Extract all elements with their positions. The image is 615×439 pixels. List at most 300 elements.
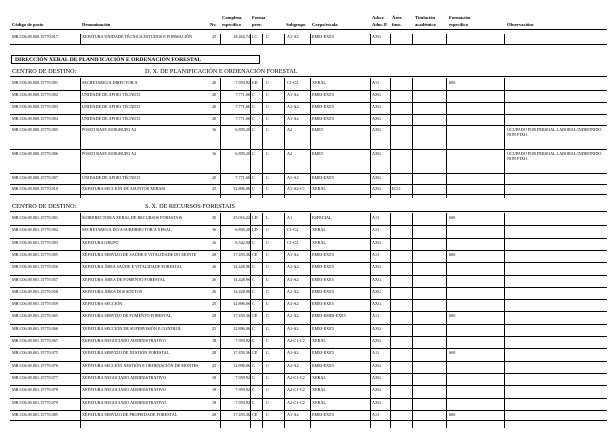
row-rule <box>10 420 607 421</box>
cell-prov: C <box>266 175 269 180</box>
cell-forma: LC <box>252 34 258 39</box>
cell-prov: C <box>266 34 269 39</box>
header-formacion: Formación <box>449 15 471 20</box>
cell-adscr: A11 <box>372 313 380 318</box>
cell-code: MR.C06.00.001.15770.067 <box>12 338 58 343</box>
table-row <box>0 387 615 395</box>
cell-observacions: OCUPADO POR PERSOAL LABORAL INDEFINIDO NON FIXO. <box>507 127 602 137</box>
cell-prov: C <box>266 387 269 392</box>
column-separator <box>390 34 391 44</box>
cell-code: MR.C06.00.001.15770.003 <box>12 240 58 245</box>
cell-adscr: A11 <box>372 227 380 232</box>
cell-nv: 26 <box>212 264 217 269</box>
column-separator <box>504 213 505 428</box>
cell-subgrupo: A1-A2 <box>287 116 299 121</box>
cell-prov: C <box>266 151 269 156</box>
cell-especifico: 17.459,36 <box>233 252 250 257</box>
cell-corpo: XERAL <box>312 227 326 232</box>
cell-nv: 28 <box>212 412 217 417</box>
row-rule <box>10 324 607 325</box>
cell-nv: 16 <box>212 127 217 132</box>
header-codigo: Código de posto <box>12 22 44 27</box>
cell-subgrupo: A2 <box>287 151 293 156</box>
cell-formacion: 600 <box>449 412 456 417</box>
cell-denominacion: XEFATURA NEGOCIADO ADMINISTRATIVO <box>82 338 166 343</box>
cell-corpo: XERAL <box>312 387 326 392</box>
cell-subgrupo: A1-A2 <box>287 350 299 355</box>
cell-subgrupo: A1-A2 <box>287 104 299 109</box>
cell-subgrupo: A1-A2 <box>287 277 299 282</box>
column-separator <box>262 213 263 428</box>
cell-denominacion: SUBDIRECTOR/A XERAL DE RECURSOS FORESTAIS <box>82 215 183 220</box>
cell-especifico: 7.959,92 <box>235 375 250 380</box>
row-rule <box>10 398 607 399</box>
cell-nv: 20 <box>212 80 217 85</box>
cell-forma: C <box>252 289 255 294</box>
cell-subgrupo: A2-C1-C2 <box>287 400 305 405</box>
cell-code: MR.C06.00.001.15770.085 <box>12 412 58 417</box>
cell-nv: 20 <box>212 92 217 97</box>
cell-subgrupo: A1-A2 <box>287 289 299 294</box>
cell-adscr: AXG <box>372 375 382 380</box>
header-corpo: Corpo/escala <box>312 22 338 27</box>
cell-corpo: EMEI-EXE5 <box>312 277 334 282</box>
cell-especifico: 7.771,66 <box>235 175 250 180</box>
cell-denominacion: SECRETARIO/A DO/A SUBDIRECTOR/A XERAL <box>82 227 172 232</box>
cell-nv: 18 <box>212 375 217 380</box>
cell-forma: C <box>252 151 255 156</box>
cell-prov: C <box>266 104 269 109</box>
cell-forma: C <box>252 116 255 121</box>
table-row <box>0 215 615 223</box>
header-denominacion: Denominación <box>82 22 111 27</box>
header-complem: Complem. <box>222 15 243 20</box>
header-rule <box>10 29 607 30</box>
cell-forma: C <box>252 186 255 191</box>
cell-especifico: 12.896,06 <box>233 363 250 368</box>
cell-corpo: EME5 <box>312 151 323 156</box>
cell-prov: C <box>266 400 269 405</box>
cell-adscr: AXG <box>372 326 382 331</box>
cell-denominacion: XEFATURA UNIDADE TÉCNICA ESTUDOS E FORMACIÓN <box>82 34 193 39</box>
column-separator <box>80 34 81 44</box>
cell-forma: C <box>252 387 255 392</box>
cell-code: MR.C06.00.001.15770.001 <box>12 215 58 220</box>
cell-forma: C <box>252 175 255 180</box>
table-row <box>0 338 615 346</box>
cell-nv: 16 <box>212 151 217 156</box>
table-row <box>0 313 615 321</box>
cell-nv: 18 <box>212 338 217 343</box>
cell-especifico: 6.859,20 <box>235 127 250 132</box>
cell-code: MR.C06.00.001.15770.059 <box>12 301 58 306</box>
cell-denominacion: XEFATURA GRUPO <box>82 240 119 245</box>
cell-forma: C <box>252 326 255 331</box>
cell-denominacion: XEFATURA NEGOCIADO ADMINISTRATIVO <box>82 387 166 392</box>
cell-corpo: EMEI-EXE5 <box>312 412 334 417</box>
centro-value: D. X. DE PLANIFICACIÓN E ORDENACIÓN FORESTAL <box>145 68 298 75</box>
table-row <box>0 375 615 383</box>
cell-forma: LD <box>252 80 258 85</box>
cell-adscr: AXG <box>372 116 382 121</box>
cell-denominacion: XEFATURA ÁREA DE FOMENTO FORESTAL <box>82 277 166 282</box>
cell-denominacion: XEFATURA SERVIZO DE XESTIÓN FORESTAL <box>82 350 170 355</box>
cell-adscr: AXG <box>372 151 382 156</box>
cell-adscr: A11 <box>372 252 380 257</box>
cell-prov: C <box>266 127 269 132</box>
row-rule <box>10 184 607 185</box>
column-separator <box>446 213 447 428</box>
cell-prov: C <box>266 326 269 331</box>
column-separator <box>412 78 413 198</box>
table-row <box>0 326 615 334</box>
row-rule <box>10 114 607 115</box>
cell-adscr: AXG <box>372 400 382 405</box>
row-rule <box>10 336 607 337</box>
cell-prov: L <box>266 215 269 220</box>
cell-prov: C <box>266 350 269 355</box>
cell-nv: 26 <box>212 277 217 282</box>
column-separator <box>370 34 371 44</box>
cell-code: MR.C06.00.001.15770.057 <box>12 277 58 282</box>
cell-corpo: EMEI-EMDI-EXE5 <box>312 313 346 318</box>
column-separator <box>250 78 251 198</box>
cell-prov: C <box>266 277 269 282</box>
header-adscr: Adscr. <box>372 15 385 20</box>
cell-code: MR.C06.00.000.15770.002 <box>12 92 58 97</box>
cell-code: MR.C06.00.001.15770.002 <box>12 227 58 232</box>
cell-especifico: 6.859,20 <box>235 151 250 156</box>
cell-corpo: EMEI-EXE5 <box>312 301 334 306</box>
cell-especifico: 17.459,36 <box>233 350 250 355</box>
cell-subgrupo: A1-A2 <box>287 363 299 368</box>
cell-especifico: 6.859,20 <box>235 227 250 232</box>
row-rule <box>10 225 607 226</box>
cell-code: MR.C06.00.000.15770.003 <box>12 104 58 109</box>
column-separator <box>262 34 263 44</box>
cell-especifico: 6.542,90 <box>235 240 250 245</box>
cell-adscr: AXG <box>372 289 382 294</box>
table-row <box>0 127 615 135</box>
cell-especifico: 14.428,96 <box>233 264 250 269</box>
cell-corpo: EMEI-EXE5 <box>312 175 334 180</box>
cell-nv: 20 <box>212 116 217 121</box>
cell-especifico: 7.771,66 <box>235 104 250 109</box>
header-area: Área <box>392 15 402 20</box>
table-row <box>0 277 615 285</box>
column-separator <box>504 34 505 44</box>
cell-subgrupo: A1-A2 <box>287 34 299 39</box>
column-separator <box>284 34 285 44</box>
cell-subgrupo: A1-A2-C1 <box>287 186 305 191</box>
column-separator <box>412 213 413 428</box>
row-rule <box>10 173 607 174</box>
column-separator <box>370 213 371 428</box>
cell-adscr: AXG <box>372 277 382 282</box>
row-rule <box>10 250 607 251</box>
cell-adscr: AXG <box>372 387 382 392</box>
cell-corpo: EMEI-EXE5 <box>312 363 334 368</box>
table-row <box>0 350 615 358</box>
cell-code: MR.C06.00.000.15770.004 <box>12 116 58 121</box>
cell-nv: 28 <box>212 350 217 355</box>
table-row <box>0 412 615 420</box>
cell-nv: 25 <box>212 186 217 191</box>
cell-forma: C <box>252 363 255 368</box>
cell-adscr: A11 <box>372 350 380 355</box>
column-separator <box>220 34 221 44</box>
cell-especifico: 12.896,06 <box>233 326 250 331</box>
table-row <box>0 240 615 248</box>
cell-code: MR.C06.00.000.15770.010 <box>12 186 58 191</box>
header-subgrupo: Subgrupo <box>286 22 306 27</box>
cell-forma: C <box>252 104 255 109</box>
row-rule <box>10 410 607 411</box>
cell-corpo: ESPECIAL <box>312 215 332 220</box>
cell-corpo: XERAL <box>312 375 326 380</box>
cell-code: MR.C06.00.001.15770.078 <box>12 387 58 392</box>
cell-nv: 25 <box>212 326 217 331</box>
column-separator <box>390 213 391 428</box>
cell-subgrupo: A1-A2 <box>287 175 299 180</box>
cell-formacion: 600 <box>449 215 456 220</box>
cell-especifico: 7.959,92 <box>235 338 250 343</box>
cell-code: MR.C06.00.001.15770.075 <box>12 350 58 355</box>
column-separator <box>446 78 447 198</box>
cell-corpo: XERAL <box>312 240 326 245</box>
cell-adscr: AXG <box>372 127 382 132</box>
cell-subgrupo: A1-A2 <box>287 326 299 331</box>
cell-denominacion: XEFATURA NEGOCIADO ADMINISTRATIVO <box>82 400 166 405</box>
header-prov: prov. <box>252 22 262 27</box>
cell-nv: 30 <box>212 215 217 220</box>
cell-nv: 16 <box>212 240 217 245</box>
cell-nv: 28 <box>212 252 217 257</box>
cell-nv: 25 <box>212 363 217 368</box>
cell-nv: 20 <box>212 175 217 180</box>
table-row <box>0 175 615 183</box>
header-nv: Nv. <box>210 22 217 27</box>
cell-forma: C <box>252 127 255 132</box>
table-row <box>0 289 615 297</box>
cell-code: MR.C06.00.000.15770.005 <box>12 127 58 132</box>
cell-adscr: AXG <box>372 338 382 343</box>
cell-subgrupo: A1-A2 <box>287 264 299 269</box>
cell-code: MR.C06.00.001.15770.005 <box>12 252 58 257</box>
row-rule <box>10 311 607 312</box>
column-separator <box>80 213 81 428</box>
cell-denominacion: XEFATURA SECCIÓN <box>82 301 123 306</box>
cell-adscr: A11 <box>372 412 380 417</box>
row-rule <box>10 373 607 374</box>
header-especifica: específica <box>449 22 468 27</box>
cell-subgrupo: C1-C2 <box>287 240 299 245</box>
cell-corpo: XERAL <box>312 186 326 191</box>
cell-code: MR.C06.00.001.15770.056 <box>12 264 58 269</box>
cell-adscr: AXG <box>372 240 382 245</box>
cell-prov: C <box>266 301 269 306</box>
cell-forma: C <box>252 277 255 282</box>
cell-especifico: 17.459,36 <box>233 313 250 318</box>
cell-denominacion: UNIDADE DE APOIO TÉCNICO <box>82 104 141 109</box>
cell-especifico: 18.464,74 <box>233 34 250 39</box>
column-separator <box>412 34 413 44</box>
cell-especifico: 12.896,06 <box>233 301 250 306</box>
cell-prov: C <box>266 363 269 368</box>
row-rule <box>10 238 607 239</box>
column-separator <box>220 78 221 198</box>
cell-adscr: AXG <box>372 92 382 97</box>
cell-prov: C <box>266 289 269 294</box>
cell-nv: 18 <box>212 400 217 405</box>
cell-subgrupo: A1-A2 <box>287 252 299 257</box>
cell-denominacion: XEFATURA SECCIÓN XESTIÓN E ORDENACIÓN DE MONTES <box>82 363 199 368</box>
cell-forma: C <box>252 301 255 306</box>
cell-corpo: EMEI-EXE5 <box>312 252 334 257</box>
cell-especifico: 12.896,06 <box>233 186 250 191</box>
cell-nv: 16 <box>212 227 217 232</box>
cell-corpo: EMEI-EXE5 <box>312 326 334 331</box>
cell-adscr: AXG <box>372 34 382 39</box>
cell-denominacion: XEFATURA SERVIZO DE SAÚDE E VITALIDADE DO MONTE <box>82 252 197 257</box>
table-row <box>0 186 615 194</box>
row-rule <box>10 385 607 386</box>
row-rule <box>10 149 607 150</box>
column-separator <box>250 34 251 44</box>
header-adm: Adm. P. <box>372 22 388 27</box>
cell-nv: 28 <box>212 313 217 318</box>
cell-prov: C <box>266 227 269 232</box>
cell-adscr: AXG <box>372 264 382 269</box>
column-separator <box>310 213 311 428</box>
cell-denominacion: XEFATURA SECCIÓN DE ASUNTOS XERAIS <box>82 186 166 191</box>
column-separator <box>284 78 285 198</box>
cell-code: MR.C06.00.001.15770.066 <box>12 326 58 331</box>
cell-adscr: A11 <box>372 80 380 85</box>
centro-label: CENTRO DE DESTINO: <box>12 68 77 75</box>
cell-denominacion: UNIDADE DE APOIO TÉCNICO <box>82 175 141 180</box>
cell-nv: 25 <box>212 34 217 39</box>
cell-prov: C <box>266 412 269 417</box>
cell-formacion: 600 <box>449 80 456 85</box>
cell-forma: C <box>252 92 255 97</box>
cell-corpo: XERAL <box>312 338 326 343</box>
cell-corpo: EMEI-EXE5 <box>312 264 334 269</box>
cell-forma: LD <box>252 227 258 232</box>
cell-code: MR.C06.00.001.15770.065 <box>12 313 58 318</box>
header-especifico: específico <box>222 22 241 27</box>
cell-subgrupo: A1-A2 <box>287 412 299 417</box>
cell-corpo: EMEI-EXE5 <box>312 289 334 294</box>
cell-especifico: 14.428,96 <box>233 289 250 294</box>
cell-code: MR.C06.00.001.15770.058 <box>12 289 58 294</box>
cell-corpo: XERAL <box>312 80 326 85</box>
column-separator <box>504 78 505 198</box>
cell-nv: 20 <box>212 104 217 109</box>
column-separator <box>390 78 391 198</box>
cell-adscr: AXG <box>372 175 382 180</box>
cell-prov: C <box>266 338 269 343</box>
cell-corpo: EMEI-EXE5 <box>312 34 334 39</box>
cell-subgrupo: A2-C1-C2 <box>287 387 305 392</box>
cell-nv: 25 <box>212 301 217 306</box>
row-rule <box>10 90 607 91</box>
cell-adscr: A11 <box>372 215 380 220</box>
column-separator <box>80 78 81 198</box>
cell-prov: C <box>266 240 269 245</box>
cell-observacions: OCUPADO POR PERSOAL LABORAL INDEFINIDO NON FIXO. <box>507 151 602 161</box>
cell-subgrupo: A1 <box>287 215 293 220</box>
table-row <box>0 116 615 124</box>
cell-subgrupo: A2 <box>287 127 293 132</box>
group2-rule <box>10 211 607 212</box>
cell-especifico: 7.771,66 <box>235 92 250 97</box>
column-separator <box>370 78 371 198</box>
cell-nv: 26 <box>212 289 217 294</box>
table-row <box>0 227 615 235</box>
row-rule <box>10 44 607 45</box>
cell-prov: C <box>266 92 269 97</box>
cell-corpo: XERAL <box>312 400 326 405</box>
cell-code: MR.C06.00.000.15770.006 <box>12 151 58 156</box>
column-separator <box>310 78 311 198</box>
cell-denominacion: XEFATURA NEGOCIADO ADMINISTRATIVO <box>82 375 166 380</box>
row-rule <box>10 361 607 362</box>
header-func: func. <box>392 22 402 27</box>
row-rule <box>10 125 607 126</box>
cell-subgrupo: A2-C1-C2 <box>287 338 305 343</box>
table-row <box>0 252 615 260</box>
group1-rule <box>10 76 607 77</box>
cell-denominacion: XEFATURA SERVIZO DE PROPIEDADE FORESTAL <box>82 412 178 417</box>
cell-denominacion: SECRETARIO/A DIRECTOR/A <box>82 80 138 85</box>
cell-corpo: EME5 <box>312 127 323 132</box>
cell-forma: C <box>252 240 255 245</box>
centro-value: S. X. DE RECURSOS FORESTAIS <box>145 203 235 210</box>
row-rule <box>10 102 607 103</box>
cell-adscr: AXG <box>372 301 382 306</box>
cell-especifico: 7.959,92 <box>235 80 250 85</box>
table-row <box>0 34 615 42</box>
column-separator <box>310 34 311 44</box>
cell-forma: CE <box>252 350 258 355</box>
cell-corpo: EMEI-EXE5 <box>312 350 334 355</box>
cell-prov: C <box>266 186 269 191</box>
centro-label: CENTRO DE DESTINO: <box>12 203 77 210</box>
column-separator <box>220 213 221 428</box>
cell-code: MR.C06.00.000.15770.001 <box>12 80 58 85</box>
cell-subgrupo: C1-C2 <box>287 80 299 85</box>
cell-prov: C <box>266 313 269 318</box>
table-row <box>0 104 615 112</box>
cell-denominacion: XEFATURA SERVIZO DE FOMENTO FORESTAL <box>82 313 172 318</box>
cell-forma: CE <box>252 313 258 318</box>
cell-denominacion: UNIDADE DE APOIO TÉCNICO <box>82 92 141 97</box>
cell-formacion: 600 <box>449 252 456 257</box>
column-separator <box>446 34 447 44</box>
cell-subgrupo: A1-A2 <box>287 313 299 318</box>
cell-especifico: 7.959,92 <box>235 400 250 405</box>
row-rule <box>10 348 607 349</box>
table-row <box>0 363 615 371</box>
cell-corpo: EMEI-EXE5 <box>312 116 334 121</box>
cell-denominacion: XEFATURA ÁREA DOS SOUTOS <box>82 289 143 294</box>
column-separator <box>284 213 285 428</box>
cell-subgrupo: A2-C1-C2 <box>287 375 305 380</box>
cell-prov: C <box>266 252 269 257</box>
cell-code: MR.C06.00.001.15770.076 <box>12 363 58 368</box>
cell-prov: C <box>266 264 269 269</box>
